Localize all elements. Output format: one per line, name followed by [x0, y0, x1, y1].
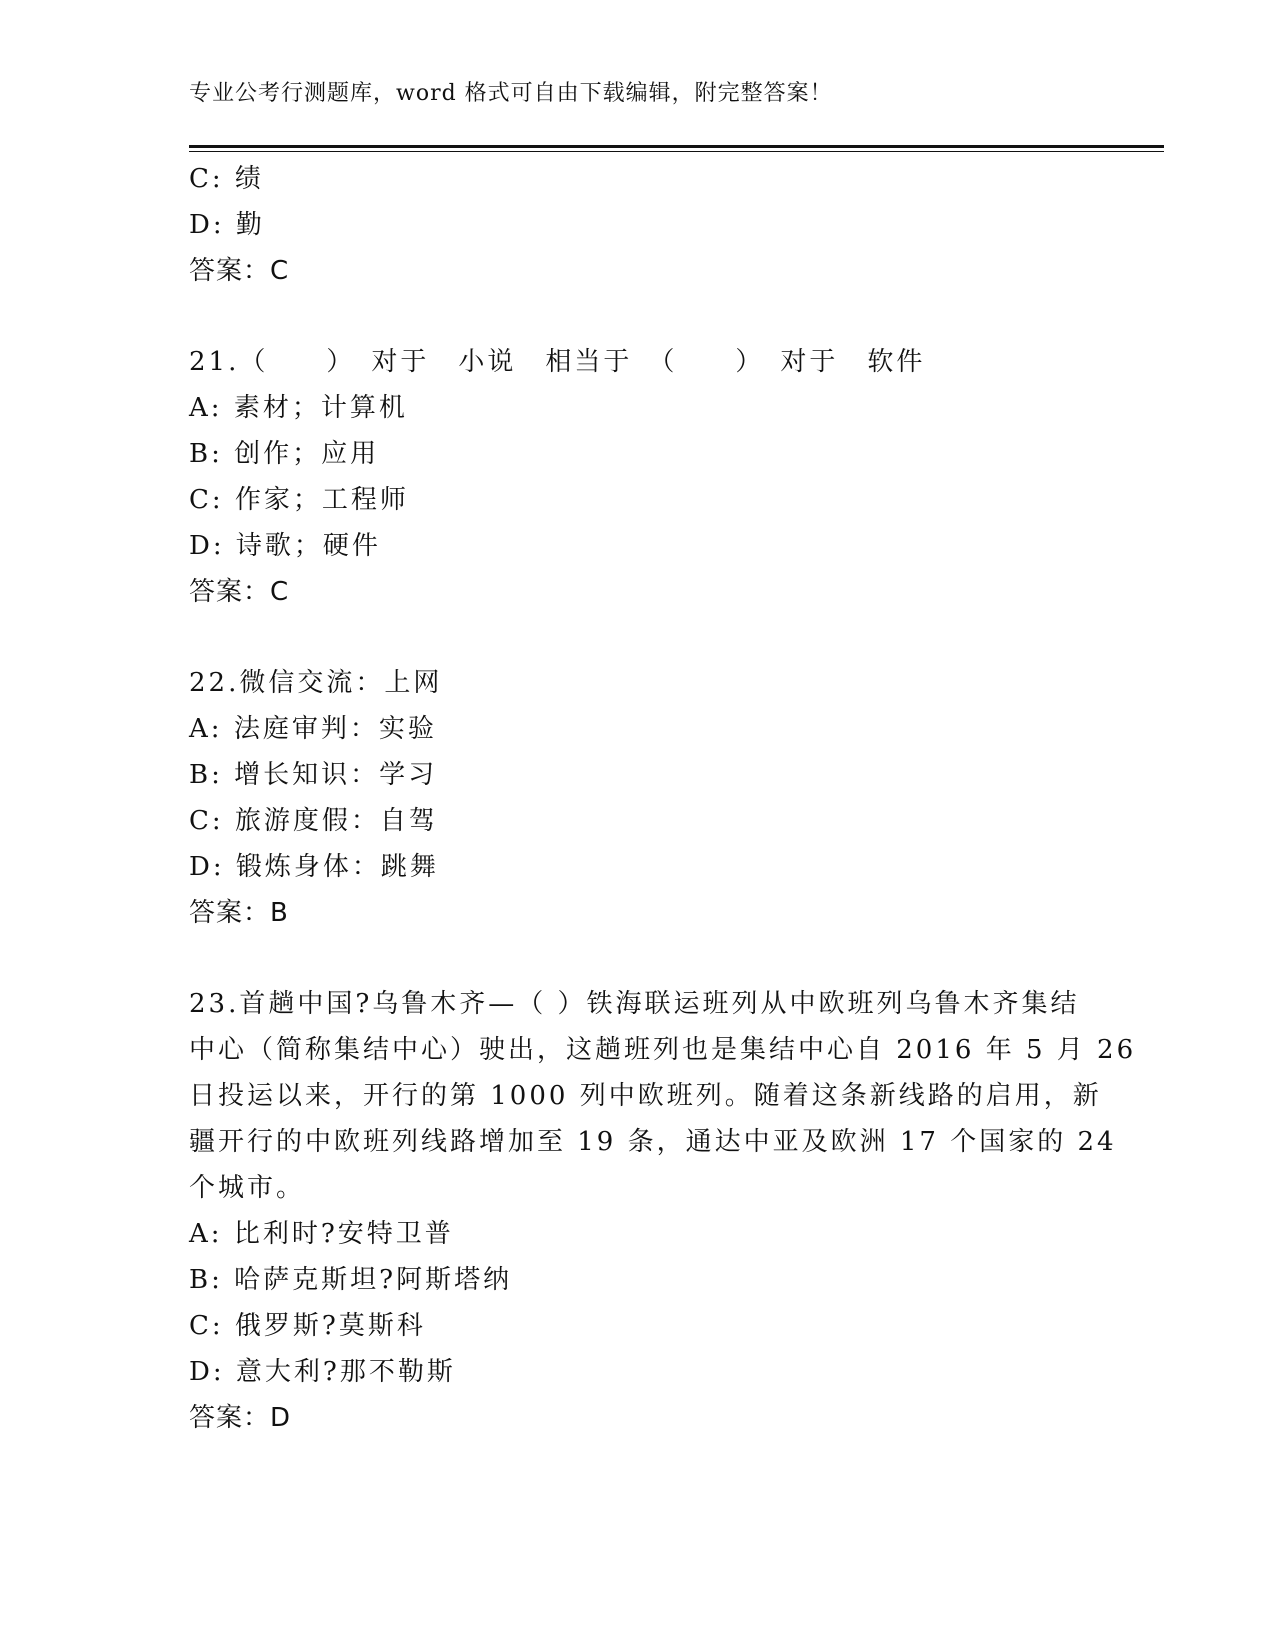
answer-line: 答案：B: [189, 898, 289, 928]
answer-line: 答案：D: [189, 1403, 292, 1433]
question-stem-line: 日投运以来，开行的第 1000 列中欧班列。随着这条新线路的启用，新: [189, 1081, 1102, 1111]
question-20-tail: [189, 156, 1089, 294]
option-c: [189, 1303, 1089, 1349]
option-text: 作家；工程师: [234, 485, 409, 515]
option-label: D:: [189, 531, 236, 561]
option-text: 锻炼身体：跳舞: [235, 852, 439, 882]
option-text: 哈萨克斯坦?阿斯塔纳: [234, 1265, 513, 1295]
option-d: [189, 844, 1089, 890]
option-c: [189, 798, 1089, 844]
option-text: 法庭审判：实验: [233, 714, 437, 744]
option-c: [189, 477, 1089, 523]
option-text: 创作；应用: [234, 439, 380, 469]
option-b: [189, 431, 1089, 477]
option-label: C:: [189, 164, 235, 194]
option-label: D:: [189, 852, 236, 882]
option-text: 比利时?安特卫普: [233, 1219, 454, 1249]
spacer: [189, 936, 1089, 981]
option-a: [189, 1211, 1089, 1257]
option-b: [189, 1257, 1089, 1303]
question-22: [189, 660, 1089, 936]
option-text: 素材；计算机: [233, 393, 408, 423]
option-label: A:: [189, 1219, 234, 1249]
question-stem: 22.微信交流：上网: [189, 668, 443, 698]
question-stem-line: 个城市。: [189, 1173, 306, 1203]
option-text: 增长知识：学习: [234, 760, 438, 790]
option-text: 诗歌；硬件: [235, 531, 381, 561]
option-d: [189, 202, 1089, 248]
option-label: B:: [189, 439, 235, 469]
option-label: C:: [189, 806, 235, 836]
question-21: [189, 339, 1089, 615]
page-header-text: 专业公考行测题库，word 格式可自由下载编辑，附完整答案！: [189, 81, 833, 106]
option-text: 绩: [234, 164, 264, 194]
question-stem-line: 疆开行的中欧班列线路增加至 19 条，通达中亚及欧洲 17 个国家的 24: [189, 1127, 1117, 1157]
option-text: 意大利?那不勒斯: [235, 1357, 456, 1387]
question-stem-line: 23.首趟中国?乌鲁木齐—（ ）铁海联运班列从中欧班列乌鲁木齐集结: [189, 989, 1080, 1019]
option-label: B:: [189, 1265, 235, 1295]
option-text: 俄罗斯?莫斯科: [234, 1311, 426, 1341]
option-label: C:: [189, 485, 235, 515]
question-content: [189, 156, 1137, 1441]
answer-line: 答案：C: [189, 577, 290, 607]
option-label: A:: [189, 714, 234, 744]
answer-line: 答案：C: [189, 256, 290, 286]
option-b: [189, 752, 1089, 798]
question-23: [189, 981, 1137, 1441]
option-a: [189, 385, 1089, 431]
option-d: [189, 1349, 1089, 1395]
spacer: [189, 294, 1089, 339]
option-c: [189, 156, 1089, 202]
option-label: B:: [189, 760, 235, 790]
question-stem: 21.（ ） 对于 小说 相当于 （ ） 对于 软件: [189, 347, 926, 377]
option-d: [189, 523, 1089, 569]
option-label: D:: [189, 1357, 236, 1387]
spacer: [189, 615, 1089, 660]
question-stem-line: 中心（简称集结中心）驶出，这趟班列也是集结中心自 2016 年 5 月 26: [189, 1035, 1137, 1065]
option-a: [189, 706, 1089, 752]
option-label: C:: [189, 1311, 235, 1341]
option-text: 勤: [235, 210, 265, 240]
header-divider: [189, 145, 1164, 152]
option-label: D:: [189, 210, 236, 240]
option-label: A:: [189, 393, 234, 423]
option-text: 旅游度假：自驾: [234, 806, 438, 836]
